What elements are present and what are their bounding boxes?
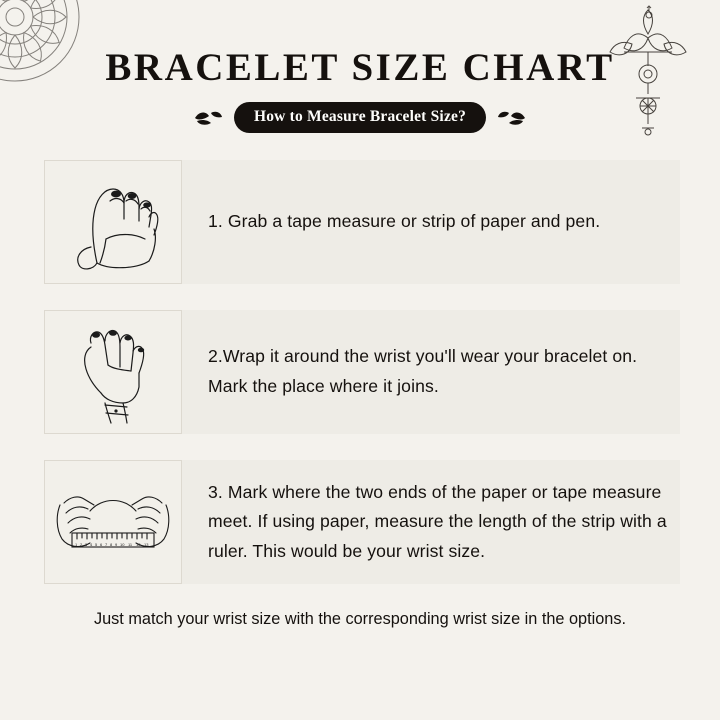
svg-text:3: 3: [85, 542, 88, 547]
svg-text:8: 8: [110, 542, 113, 547]
svg-text:12: 12: [136, 542, 141, 547]
hands-ruler-measure-icon: [44, 460, 182, 584]
list-item: [44, 160, 680, 284]
leaf-flourish-icon: [193, 107, 223, 129]
fist-hand-measure-icon: [44, 160, 182, 284]
steps-list: [0, 160, 720, 584]
step-text: 2.Wrap it around the wrist you'll wear your bracelet on. Mark the place where it joins.: [208, 346, 638, 396]
list-item: [44, 310, 680, 434]
step-text: 3. Mark where the two ends of the paper or tape measure meet. If using paper, measure the length of the strip with a ruler. This would be your wrist size.: [208, 481, 667, 561]
svg-text:7: 7: [105, 542, 108, 547]
svg-text:4: 4: [90, 542, 93, 547]
svg-text:2: 2: [80, 542, 83, 547]
svg-text:5: 5: [95, 542, 98, 547]
svg-text:11: 11: [128, 542, 133, 547]
svg-text:1: 1: [75, 542, 78, 547]
page-title: BRACELET SIZE CHART: [105, 46, 615, 89]
svg-text:9: 9: [115, 542, 118, 547]
hand-wrist-tape-icon: [44, 310, 182, 434]
footer-note: Just match your wrist size with the corresponding wrist size in the options.: [93, 610, 627, 628]
svg-text:10: 10: [120, 542, 125, 547]
svg-text:13: 13: [144, 542, 149, 547]
leaf-flourish-icon: [497, 107, 527, 129]
subtitle-row: [0, 102, 720, 133]
svg-text:6: 6: [100, 542, 103, 547]
subtitle-badge: How to Measure Bracelet Size?: [234, 102, 486, 133]
chart-header: [0, 0, 720, 133]
list-item: [44, 460, 680, 584]
step-text: 1. Grab a tape measure or strip of paper and pen.: [208, 211, 601, 232]
